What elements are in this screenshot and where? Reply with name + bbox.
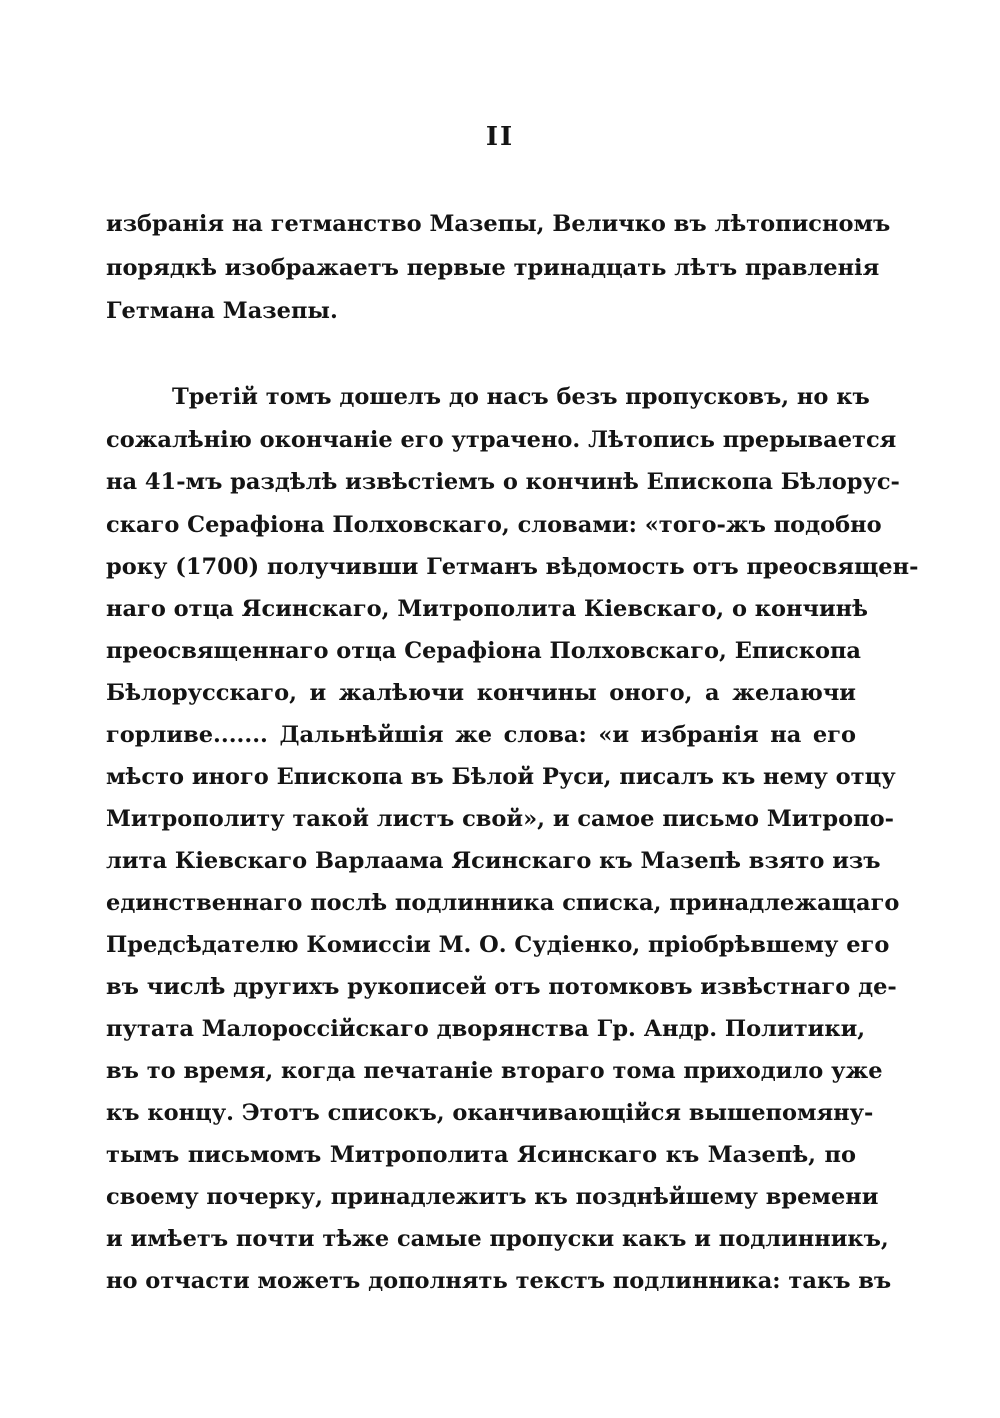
text-line: Предсѣдателю Комиссіи М. О. Судіенко, пріобрѣвшему его	[106, 932, 890, 958]
text-line: року (1700) получивши Гетманъ вѣдомость отъ преосвящен-	[106, 554, 919, 580]
text-line: тымъ письмомъ Митрополита Ясинскаго къ Мазепѣ, по	[106, 1142, 856, 1168]
text-line: своему почерку, принадлежитъ къ позднѣйшему времени	[106, 1184, 879, 1210]
text-line: Гетмана Мазепы.	[106, 298, 338, 324]
text-line: лита Кіевскаго Варлаама Ясинскаго къ Мазепѣ взято изъ	[106, 848, 881, 874]
text-line: преосвященнаго отца Серафіона Полховскаго, Епископа	[106, 638, 862, 664]
text-line: на 41-мъ раздѣлѣ извѣстіемъ о кончинѣ Епископа Бѣлорус-	[106, 469, 900, 495]
text-line: единственнаго послѣ подлинника списка, принадлежащаго	[106, 890, 900, 916]
text-line: сожалѣнію окончаніе его утрачено. Лѣтопись прерывается	[106, 427, 897, 453]
text-line: Митрополиту такой листъ свой», и самое письмо Митропо-	[106, 806, 894, 832]
text-line: путата Малороссійскаго дворянства Гр. Андр. Политики,	[106, 1016, 866, 1042]
text-line: Бѣлорусскаго, и жалѣючи кончины оного, а желаючи	[106, 680, 856, 706]
page-number: II	[485, 122, 515, 152]
text-line: мѣсто иного Епископа въ Бѣлой Руси, писалъ къ нему отцу	[106, 764, 896, 790]
text-line: въ числѣ другихъ рукописей отъ потомковъ извѣстнаго де-	[106, 974, 897, 1000]
text-line: избранія на гетманство Мазепы, Величко въ лѣтописномъ	[106, 211, 891, 237]
text-line: но отчасти можетъ дополнять текстъ подлинника: такъ въ	[106, 1268, 892, 1294]
text-line: порядкѣ изображаетъ первые тринадцать лѣтъ правленія	[106, 255, 880, 281]
text-line: скаго Серафіона Полховскаго, словами: «того-жъ подобно	[106, 512, 882, 538]
text-line: наго отца Ясинскаго, Митрополита Кіевскаго, о кончинѣ	[106, 596, 868, 622]
text-line: къ концу. Этотъ списокъ, оканчивающійся вышепомяну-	[106, 1100, 874, 1126]
text-line: горливе....... Дальнѣйшія же слова: «и избранія на его	[106, 722, 856, 748]
text-line: Третій томъ дошелъ до насъ безъ пропусковъ, но къ	[172, 384, 870, 410]
text-line: въ то время, когда печатаніе втораго тома приходило уже	[106, 1058, 883, 1084]
text-line: и имѣетъ почти тѣже самые пропуски какъ и подлинникъ,	[106, 1226, 889, 1252]
